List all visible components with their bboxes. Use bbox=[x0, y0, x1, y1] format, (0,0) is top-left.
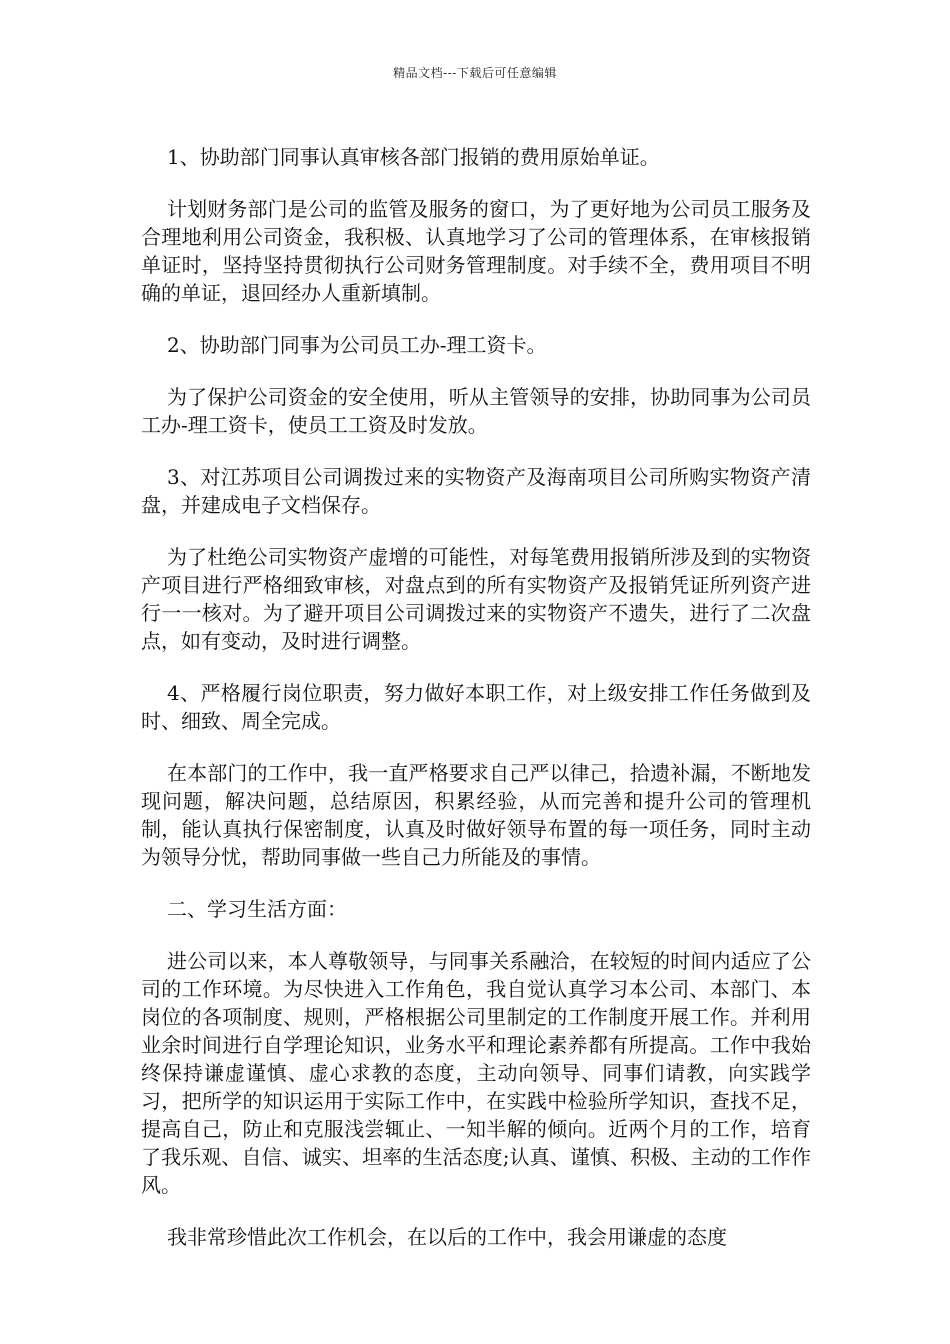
page-header: 精品文档---下载后可任意编辑 bbox=[393, 66, 557, 80]
paragraph-salary-card: 为了保护公司资金的安全使用，听从主管领导的安排，协助同事为公司员工办-理工资卡，使员工工资及时发放。 bbox=[141, 385, 811, 437]
paragraph-closing: 我非常珍惜此次工作机会，在以后的工作中，我会用谦虚的态度 bbox=[167, 1225, 727, 1249]
paragraph-asset-check: 为了杜绝公司实物资产虚增的可能性，对每笔费用报销所涉及到的实物资产项目进行严格细致审核，对盘点到的所有实物资产及报销凭证所列资产进行一一核对。为了避开项目公司调拨过来的实物资产不遗失，进行了二次盘点，如有变动，及时进行调整。 bbox=[141, 545, 811, 653]
paragraph-item-2: 2、协助部门同事为公司员工办-理工资卡。 bbox=[167, 333, 547, 357]
paragraph-item-4: 4、严格履行岗位职责，努力做好本职工作，对上级安排工作任务做到及时、细致、周全完成。 bbox=[141, 681, 811, 733]
paragraph-department-work: 在本部门的工作中，我一直严格要求自己严以律己，拾遗补漏，不断地发现问题，解决问题，总结原因，积累经验，从而完善和提升公司的管理机制，能认真执行保密制度，认真及时做好领导布置的每一项任务，同时主动为领导分忧，帮助同事做一些自己力所能及的事情。 bbox=[141, 761, 811, 869]
paragraph-finance-review: 计划财务部门是公司的监管及服务的窗口，为了更好地为公司员工服务及合理地利用公司资金，我积极、认真地学习了公司的管理体系，在审核报销单证时，坚持坚持贯彻执行公司财务管理制度。对手续不全，费用项目不明确的单证，退回经办人重新填制。 bbox=[141, 197, 811, 305]
document-body bbox=[141, 143, 811, 1275]
paragraph-item-3: 3、对江苏项目公司调拨过来的实物资产及海南项目公司所购实物资产清盘，并建成电子文档保存。 bbox=[141, 465, 811, 517]
paragraph-item-1: 1、协助部门同事认真审核各部门报销的费用原始单证。 bbox=[167, 145, 660, 169]
section-heading-study-life: 二、学习生活方面： bbox=[167, 897, 347, 921]
paragraph-study-life: 进公司以来，本人尊敬领导，与同事关系融洽，在较短的时间内适应了公司的工作环境。为尽快进入工作角色，我自觉认真学习本公司、本部门、本岗位的各项制度、规则，严格根据公司里制定的工作制度开展工作。并利用业余时间进行自学理论知识，业务水平和理论素养都有所提高。工作中我始终保持谦虚谨慎、虚心求教的态度，主动向领导、同事们请教，向实践学习，把所学的知识运用于实际工作中，在实践中检验所学知识，查找不足，提高自己，防止和克服浅尝辄止、一知半解的倾向。近两个月的工作，培育了我乐观、自信、诚实、坦率的生活态度;认真、谨慎、积极、主动的工作作风。 bbox=[141, 949, 811, 1197]
